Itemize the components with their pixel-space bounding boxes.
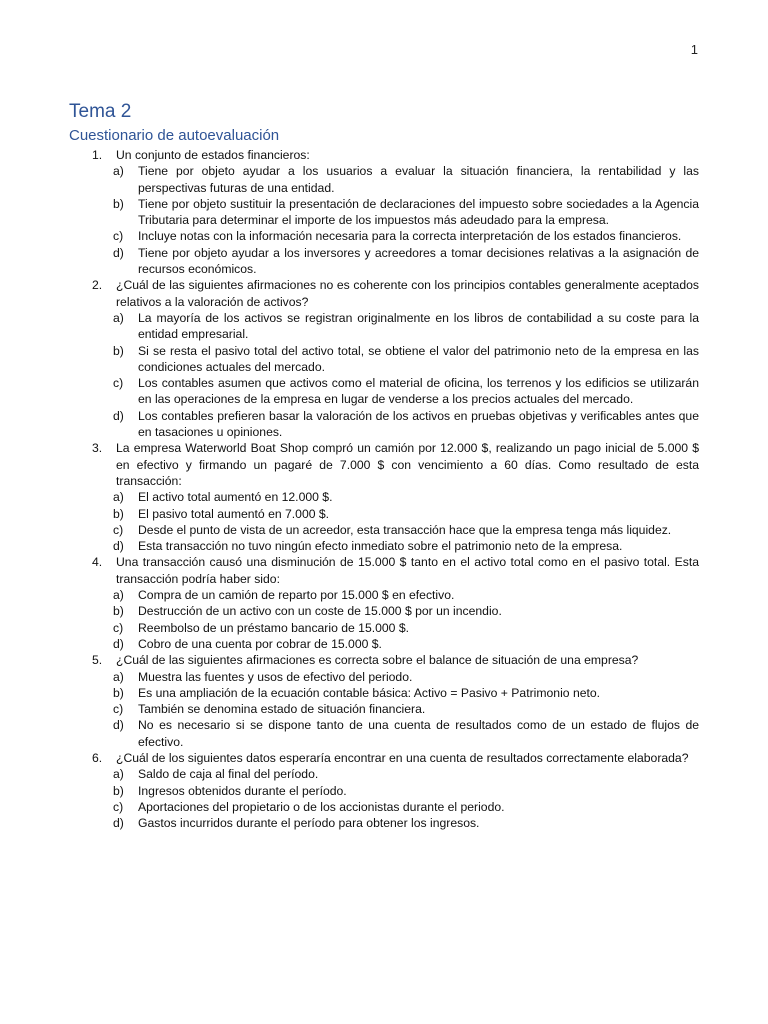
answer-option bbox=[69, 717, 699, 750]
question-text: Un conjunto de estados financieros: bbox=[116, 148, 310, 162]
option-letter: a) bbox=[113, 767, 124, 782]
answer-option bbox=[69, 245, 699, 278]
answer-option bbox=[69, 506, 699, 522]
question-row bbox=[69, 277, 699, 310]
answer-option bbox=[69, 522, 699, 538]
answer-option bbox=[69, 766, 699, 782]
question-number: 6. bbox=[92, 750, 103, 765]
answer-option bbox=[69, 375, 699, 408]
option-letter: a) bbox=[113, 164, 124, 179]
question-row bbox=[69, 554, 699, 587]
option-text: Los contables prefieren basar la valoración de los activos en pruebas objetivas y verificables antes que en tasaciones u opiniones. bbox=[138, 408, 699, 440]
option-letter: a) bbox=[113, 669, 124, 684]
option-letter: c) bbox=[113, 376, 124, 391]
option-text: El activo total aumentó en 12.000 $. bbox=[138, 490, 333, 505]
question-item bbox=[69, 277, 699, 440]
option-text: Cobro de una cuenta por cobrar de 15.000 $. bbox=[138, 636, 382, 651]
page-number: 1 bbox=[690, 42, 698, 57]
option-text: Los contables asumen que activos como el material de oficina, los terrenos y los edificios se utilizarán en las operaciones de la empresa en lugar de venderse a los precios actuales del mercado. bbox=[138, 376, 699, 407]
option-letter: b) bbox=[113, 196, 124, 211]
option-text: Ingresos obtenidos durante el período. bbox=[138, 783, 347, 798]
question-number: 3. bbox=[92, 441, 103, 456]
option-text: La mayoría de los activos se registran originalmente en los libros de contabilidad a su coste para la entidad empresarial. bbox=[138, 310, 699, 342]
question-text: ¿Cuál de las siguientes afirmaciones no es coherente con los principios contables generalmente aceptados relativos a la valoración de activos? bbox=[116, 278, 699, 309]
option-text: Muestra las fuentes y usos de efectivo del periodo. bbox=[138, 669, 413, 684]
answer-option bbox=[69, 783, 699, 799]
option-text: El pasivo total aumentó en 7.000 $. bbox=[138, 506, 330, 521]
answer-option bbox=[69, 228, 699, 244]
option-letter: d) bbox=[113, 816, 124, 831]
option-letter: a) bbox=[113, 588, 124, 603]
option-text: No es necesario si se dispone tanto de una cuenta de resultados como de un estado de flujos de efectivo. bbox=[138, 718, 699, 749]
question-item bbox=[69, 440, 699, 554]
answer-option bbox=[69, 489, 699, 505]
option-letter: b) bbox=[113, 604, 124, 619]
question-number: 2. bbox=[92, 278, 103, 293]
section-subtitle: Cuestionario de autoevaluación bbox=[69, 127, 280, 144]
option-letter: c) bbox=[113, 620, 124, 635]
answer-option bbox=[69, 163, 699, 196]
option-letter: c) bbox=[113, 702, 124, 717]
answer-option bbox=[69, 603, 699, 619]
question-item bbox=[69, 147, 699, 277]
option-text: Destrucción de un activo con un coste de 15.000 $ por un incendio. bbox=[138, 604, 502, 619]
option-text: Desde el punto de vista de un acreedor, esta transacción hace que la empresa tenga más liquidez. bbox=[138, 522, 672, 537]
answer-option bbox=[69, 196, 699, 229]
answer-option bbox=[69, 343, 699, 376]
option-letter: d) bbox=[113, 408, 124, 423]
question-text: La empresa Waterworld Boat Shop compró un camión por 12.000 $, realizando un pago inicial de 5.000 $ en efectivo y firmando un pagaré de 7.000 $ con vencimiento a 60 días. Como resultado de esta transacción: bbox=[116, 441, 699, 488]
answer-option bbox=[69, 685, 699, 701]
option-letter: b) bbox=[113, 506, 124, 521]
option-letter: a) bbox=[113, 310, 124, 325]
option-text: Reembolso de un préstamo bancario de 15.000 $. bbox=[138, 620, 410, 635]
option-letter: c) bbox=[113, 229, 124, 244]
option-text: También se denomina estado de situación financiera. bbox=[138, 702, 426, 717]
option-text: Esta transacción no tuvo ningún efecto inmediato sobre el patrimonio neto de la empresa. bbox=[138, 539, 623, 554]
answer-option bbox=[69, 538, 699, 554]
option-letter: d) bbox=[113, 718, 124, 733]
option-letter: d) bbox=[113, 245, 124, 260]
option-letter: b) bbox=[113, 783, 124, 798]
answer-option bbox=[69, 408, 699, 441]
option-letter: d) bbox=[113, 539, 124, 554]
answer-option bbox=[69, 669, 699, 685]
question-number: 1. bbox=[92, 148, 103, 162]
option-text: Aportaciones del propietario o de los accionistas durante el periodo. bbox=[138, 799, 505, 814]
answer-option bbox=[69, 620, 699, 636]
option-text: Incluye notas con la información necesaria para la correcta interpretación de los estados financieros. bbox=[138, 229, 682, 244]
option-text: Tiene por objeto ayudar a los inversores y acreedores a tomar decisiones relativas a la asignación de recursos económicos. bbox=[138, 245, 699, 277]
option-letter: a) bbox=[113, 490, 124, 505]
option-text: Saldo de caja al final del período. bbox=[138, 767, 319, 782]
question-number: 4. bbox=[92, 555, 103, 570]
question-row bbox=[69, 750, 699, 766]
answer-option bbox=[69, 636, 699, 652]
answer-option bbox=[69, 587, 699, 603]
answer-option bbox=[69, 701, 699, 717]
question-item bbox=[69, 652, 699, 750]
option-text: Tiene por objeto ayudar a los usuarios a evaluar la situación financiera, la rentabilidad y las perspectivas futuras de una entidad. bbox=[138, 164, 699, 195]
question-number: 5. bbox=[92, 653, 103, 668]
answer-option bbox=[69, 815, 699, 831]
question-row bbox=[69, 440, 699, 489]
option-text: Si se resta el pasivo total del activo total, se obtiene el valor del patrimonio neto de la empresa en las condiciones actuales del mercado. bbox=[138, 343, 699, 374]
option-text: Gastos incurridos durante el período para obtener los ingresos. bbox=[138, 816, 480, 831]
answer-option bbox=[69, 310, 699, 343]
option-text: Compra de un camión de reparto por 15.000 $ en efectivo. bbox=[138, 588, 455, 603]
question-text: ¿Cuál de los siguientes datos esperaría encontrar en una cuenta de resultados correctamente elaborada? bbox=[116, 750, 689, 765]
question-row bbox=[69, 652, 699, 668]
page-title: Tema 2 bbox=[69, 101, 132, 122]
question-item bbox=[69, 750, 699, 831]
questionnaire bbox=[69, 147, 699, 831]
question-text: ¿Cuál de las siguientes afirmaciones es correcta sobre el balance de situación de una empresa? bbox=[116, 653, 639, 668]
question-text: Una transacción causó una disminución de 15.000 $ tanto en el activo total como en el pasivo total. Esta transacción podría haber sido: bbox=[116, 555, 699, 586]
option-text: Tiene por objeto sustituir la presentación de declaraciones del impuesto sobre sociedades a la Agencia Tributaria para determinar el importe de los impuestos más adeudado para la empresa. bbox=[138, 196, 699, 228]
option-letter: b) bbox=[113, 343, 124, 358]
question-row bbox=[69, 147, 699, 163]
option-letter: b) bbox=[113, 685, 124, 700]
answer-option bbox=[69, 799, 699, 815]
option-letter: c) bbox=[113, 522, 124, 537]
question-item bbox=[69, 554, 699, 652]
option-text: Es una ampliación de la ecuación contable básica: Activo = Pasivo + Patrimonio neto. bbox=[138, 685, 601, 700]
option-letter: c) bbox=[113, 799, 124, 814]
option-letter: d) bbox=[113, 636, 124, 651]
